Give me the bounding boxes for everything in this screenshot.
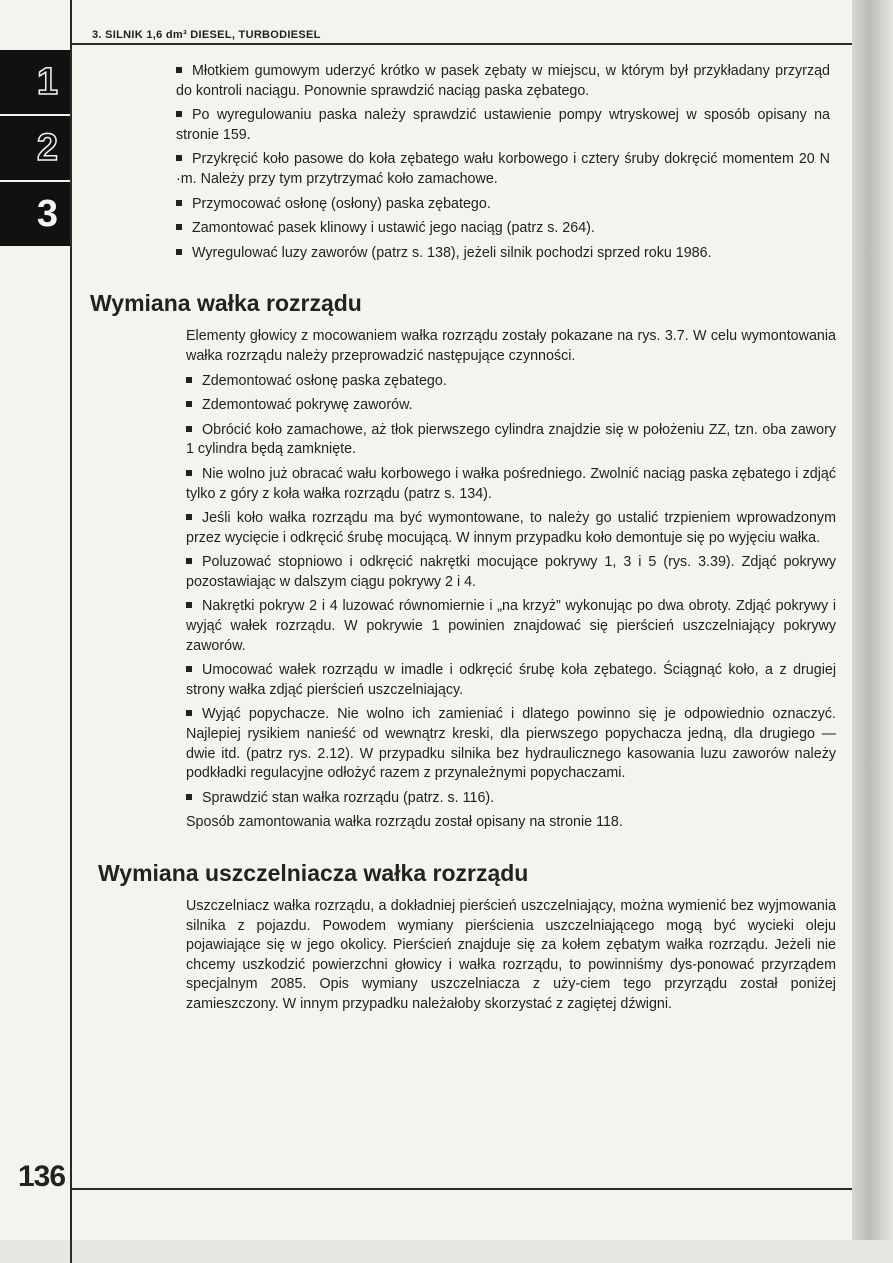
bullet-icon: [186, 377, 192, 383]
bullet-icon: [176, 224, 182, 230]
list-item: Obrócić koło zamachowe, aż tłok pierwszego cylindra znajdzie się w położeniu ZZ, tzn. oba zawory 1 cylindra będą zamknięte.: [186, 421, 836, 458]
section-2: [186, 897, 836, 1015]
list-item: Zdemontować pokrywę zaworów.: [186, 396, 836, 416]
section-0: [176, 62, 830, 263]
paragraph: Sposób zamontowania wałka rozrządu został opisany na stronie 118.: [186, 814, 623, 831]
section-1: [186, 327, 836, 833]
footer-rule: [70, 1188, 852, 1190]
page-content: [90, 62, 836, 1020]
margin-rule: [70, 0, 72, 1263]
bullet-icon: [176, 155, 182, 161]
bullet-icon: [186, 426, 192, 432]
list-item: Przymocować osłonę (osłony) paska zębatego.: [176, 195, 830, 215]
header-rule: [70, 43, 852, 45]
section-heading-camshaft: Wymiana wałka rozrządu: [90, 290, 362, 317]
paragraph: Uszczelniacz wałka rozrządu, a dokładniej pierścień uszczelniający, można wymienić bez wyjmowania silnika z pojazdu. Powodem wymiany pierścienia uszczelniającego mogą być wycieki oleju pojawiające się w jego okolicy. Pierścień znajduje się za kołem zębatym wałka rozrządu. Jeżeli nie chcemy uszkodzić powierzchni głowicy i wałka rozrządu, to powinniśmy dys-ponować przyrządem specjalnym 2085. Opis wymiany uszczelniacza z uży-ciem tego przyrządu został poniżej zamieszczony. W innym przypadku należałoby skorzystać z zagiętej dźwigni.: [186, 898, 836, 1012]
bullet-icon: [176, 200, 182, 206]
list-item: Poluzować stopniowo i odkręcić nakrętki mocujące pokrywy 1, 3 i 5 (rys. 3.39). Zdjąć pokrywy pozostawiając w dalszym ciągu pokrywy 2 i 4.: [186, 554, 836, 590]
chapter-tab-2: 2: [0, 116, 70, 180]
list-item: Nie wolno już obracać wału korbowego i wałka pośredniego. Zwolnić naciąg paska zębatego i zdjąć tylko z góry z koła wałka rozrządu (patrz s. 134).: [186, 465, 836, 502]
page-number: 136: [18, 1160, 66, 1193]
bullet-icon: [186, 602, 192, 608]
list-item: Młotkiem gumowym uderzyć krótko w pasek zębaty w miejscu, w którym był przykładany przyrząd do kontroli naciągu. Ponownie sprawdzić naciąg paska zębatego.: [176, 63, 830, 99]
bullet-icon: [186, 514, 192, 520]
list-item: Umocować wałek rozrządu w imadle i odkręcić śrubę koła zębatego. Ściągnąć koło, a z drugiej strony wałka zdjąć pierścień uszczelniający.: [186, 662, 836, 698]
list-item: Sprawdzić stan wałka rozrządu (patrz. s. 116).: [186, 789, 836, 809]
list-item: Zdemontować osłonę paska zębatego.: [186, 372, 836, 392]
paragraph: Elementy głowicy z mocowaniem wałka rozrządu zostały pokazane na rys. 3.7. W celu wymontowania wałka rozrządu należy przeprowadzić następujące czynności.: [186, 328, 836, 364]
page-gutter-shadow: [852, 0, 893, 1263]
chapter-tab-1: 1: [0, 50, 70, 114]
list-item: Przykręcić koło pasowe do koła zębatego wału korbowego i cztery śruby dokręcić momentem 20 N ·m. Należy przy tym przytrzymać koło zamachowe.: [176, 151, 830, 187]
list-item: Jeśli koło wałka rozrządu ma być wymontowane, to należy go ustalić trzpieniem wprowadzonym przez wycięcie i odkręcić śrubę mocującą. W innym przypadku koło demontuje się po wyjęciu wałka.: [186, 510, 836, 546]
chapter-tab-3: 3: [0, 182, 70, 246]
bullet-icon: [186, 558, 192, 564]
bullet-icon: [186, 666, 192, 672]
running-header: 3. SILNIK 1,6 dm³ DIESEL, TURBODIESEL: [92, 29, 321, 41]
page-bottom-edge: [0, 1240, 893, 1263]
bullet-icon: [186, 470, 192, 476]
list-item: Wyregulować luzy zaworów (patrz s. 138), jeżeli silnik pochodzi sprzed roku 1986.: [176, 244, 830, 264]
bullet-icon: [186, 794, 192, 800]
list-item: Po wyregulowaniu paska należy sprawdzić ustawienie pompy wtryskowej w sposób opisany na stronie 159.: [176, 107, 830, 143]
list-item: Nakrętki pokryw 2 i 4 luzować równomiernie i „na krzyż” wykonując po dwa obroty. Zdjąć pokrywy i wyjąć wałek rozrządu. W pokrywie 1 powinien znajdować się pierścień uszczelniający pokrywy zaworów.: [186, 598, 836, 654]
list-item: Wyjąć popychacze. Nie wolno ich zamieniać i dlatego powinno się je odpowiednio oznaczyć. Najlepiej rysikiem nanieść od wewnątrz kreski, dla pierwszego popychacza jedną, dla drugiego — dwie itd. (patrz rys. 2.12). W przypadku silnika bez hydraulicznego kasowania luzu zaworów należy podkładki regulacyjne odłożyć razem z przynależnymi popychaczami.: [186, 706, 836, 782]
section-heading-seal: Wymiana uszczelniacza wałka rozrządu: [98, 860, 529, 886]
bullet-icon: [186, 710, 192, 716]
bullet-icon: [186, 401, 192, 407]
list-item: Zamontować pasek klinowy i ustawić jego naciąg (patrz s. 264).: [176, 219, 830, 239]
bullet-icon: [176, 111, 182, 117]
bullet-icon: [176, 67, 182, 73]
bullet-icon: [176, 249, 182, 255]
chapter-tabs: [0, 50, 70, 248]
